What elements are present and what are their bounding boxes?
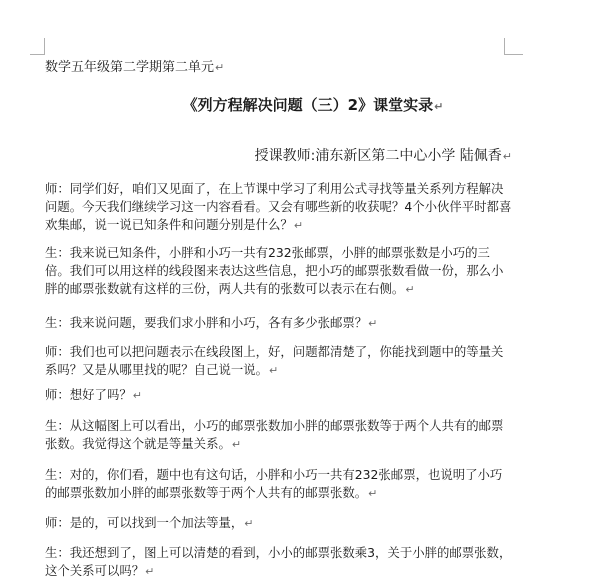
paragraph-text: 师：是的，可以找到一个加法等量，	[45, 515, 244, 530]
paragraph	[45, 466, 513, 503]
paragraph-mark-icon: ↵	[231, 438, 242, 451]
paragraph-mark-icon: ↵	[293, 219, 304, 232]
title-text: 《列方程解决问题（三）2》课堂实录	[182, 96, 434, 114]
paragraph-text: 生：我还想到了，图上可以清楚的看到，小小的邮票张数乘3，关于小胖的邮票张数，这个关系可以吗？	[45, 545, 512, 578]
teacher-text: 授课教师:浦东新区第二中心小学 陆佩香	[254, 148, 502, 164]
paragraph-text: 生：我来说问题，要我们求小胖和小巧，各有多少张邮票？	[45, 315, 368, 330]
paragraph	[45, 244, 513, 299]
crop-mark-top-left	[30, 38, 45, 55]
teacher-line	[255, 145, 512, 165]
paragraph	[45, 544, 513, 581]
paragraph-mark-icon: ↵	[145, 565, 155, 578]
paragraph-mark-icon: ↵	[434, 100, 444, 113]
paragraph-text: 生：我来说已知条件，小胖和小巧一共有232张邮票，小胖的邮票张数是小巧的三倍。我们可以用这样的线段图来表达这些信息，把小巧的邮票张数看做一份，那么小胖的邮票张数就有这样的三份，两人共有的张数可以表示在右侧。	[45, 245, 504, 296]
paragraph-mark-icon: ↵	[502, 150, 512, 163]
paragraph	[45, 514, 513, 533]
paragraph-mark-icon: ↵	[244, 517, 254, 530]
paragraph-mark-icon: ↵	[368, 317, 378, 330]
paragraph	[45, 386, 513, 405]
paragraph-mark-icon: ↵	[368, 487, 378, 500]
header-text: 数学五年级第二学期第二单元	[45, 60, 215, 75]
paragraph-mark-icon: ↵	[215, 61, 225, 74]
paragraph	[45, 417, 513, 454]
paragraph-text: 师：我们也可以把问题表示在线段图上，好，问题都清楚了，你能找到题中的等量关系吗？又是从哪里找的呢？自己说一说。	[45, 344, 504, 377]
paragraph-text: 生：对的，你们看，题中也有这句话，小胖和小巧一共有232张邮票，也说明了小巧的邮票张数加小胖的邮票张数等于两个人共有的邮票张数。	[45, 467, 503, 500]
paragraph-mark-icon: ↵	[269, 364, 279, 377]
paragraph-text: 生：从这幅图上可以看出，小巧的邮票张数加小胖的邮票张数等于两个人共有的邮票张数。我觉得这个就是等量关系。	[45, 418, 504, 451]
document-title	[0, 94, 600, 115]
document-header	[45, 56, 224, 75]
paragraph-text: 师：想好了吗？	[45, 387, 132, 402]
paragraph	[45, 314, 513, 333]
paragraph-mark-icon: ↵	[132, 389, 142, 402]
paragraph-text: 师：同学们好，咱们又见面了，在上节课中学习了利用公式寻找等量关系列方程解决问题。今天我们继续学习这一内容看看。又会有哪些新的收获呢？4个小伙伴平时都喜欢集邮，说一说已知条件和问题分别是什么？	[45, 181, 512, 232]
paragraph	[45, 180, 513, 235]
crop-mark-top-right	[504, 38, 523, 55]
paragraph	[45, 343, 513, 380]
paragraph-mark-icon: ↵	[405, 283, 415, 296]
